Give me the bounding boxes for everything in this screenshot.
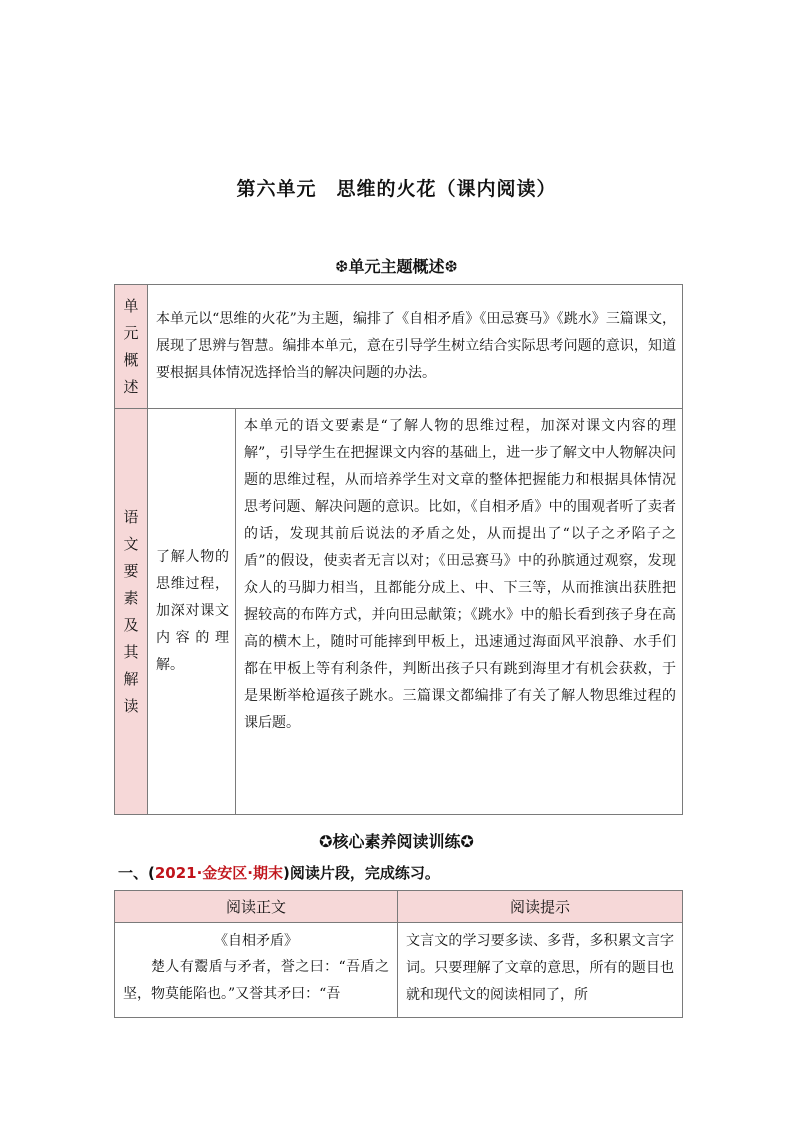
overview-text: 本单元以“思维的火花”为主题，编排了《自相矛盾》《田忌赛马》《跳水》三篇课文，展现了思辨与智慧。编排本单元，意在引导学生树立结合实际思考问题的意识，知道要根据具体情况选择恰当的解决问题的办法。 [148,285,683,409]
overview-label-char: 述 [123,377,139,396]
language-element-interpretation: 本单元的语文要素是“了解人物的思维过程，加深对课文内容的理解”，引导学生在把握课文内容的基础上，进一步了解文中人物解决问题的思维过程，从而培养学生对文章的整体把握能力和根据具体情况思考问题、解决问题的意识。比如，《自相矛盾》中的围观者听了卖者的话，发现其前后说法的矛盾之处，从而提出了“以子之矛陷子之盾”的假设，使卖者无言以对；《田忌赛马》中的孙膑通过观察，发现众人的马脚力相当，且都能分成上、中、下三等，从而推演出获胜把握较高的布阵方式，并向田忌献策；《跳水》中的船长看到孩子身在高高的横木上，随时可能摔到甲板上，迅速通过海面风平浪静、水手们都在甲板上等有利条件，判断出孩子只有跳到海里才有机会获救，于是果断举枪逼孩子跳水。三篇课文都编排了有关了解人物思维过程的课后题。 [236,409,683,815]
elements-label-cell [115,409,148,815]
elements-label-char: 及 [123,615,139,634]
exercise-source: 2021·金安区·期末 [154,864,284,882]
header-reading-hint: 阅读提示 [398,891,683,923]
overview-heading: ❆单元主题概述❆ [335,257,458,276]
elements-label-char: 文 [123,534,139,553]
reading-table [114,890,683,1018]
elements-label-char: 读 [123,696,139,715]
reading-table-row [115,923,683,1018]
header-reading-text: 阅读正文 [115,891,398,923]
exercise-instruction [118,862,440,883]
exercise-prefix: 一、( [118,864,155,882]
elements-label-char: 语 [123,507,139,526]
language-element-text: 了解人物的思维过程，加深对课文内容的理解。 [148,409,236,815]
overview-label-char: 元 [123,323,139,342]
training-heading: ✪核心素养阅读训练✪ [319,832,474,851]
elements-label-char: 素 [123,588,139,607]
page-title: 第六单元 思维的火花（课内阅读） [236,178,557,200]
elements-label-char: 解 [123,669,139,688]
elements-label-char: 其 [123,642,139,661]
hint-cell [398,923,683,1018]
exercise-suffix: )阅读片段，完成练习。 [283,864,440,882]
overview-label-cell [115,285,148,409]
overview-label-char: 单 [123,296,139,315]
elements-label-char: 要 [123,561,139,580]
overview-row [115,285,683,409]
passage-title: 《自相矛盾》 [214,933,298,949]
overview-label-char: 概 [123,350,139,369]
passage-text: 楚人有鬻盾与矛者，誉之曰：“吾盾之坚，物莫能陷也。”又誉其矛曰：“吾 [123,959,389,1002]
reading-table-header [115,891,683,923]
passage-cell [115,923,398,1018]
hint-text: 文言文的学习要多读、多背，多积累文言字词。只要理解了文章的意思，所有的题目也就和现代文的阅读相同了，所 [406,933,674,1003]
elements-row [115,409,683,815]
overview-table [114,284,683,815]
